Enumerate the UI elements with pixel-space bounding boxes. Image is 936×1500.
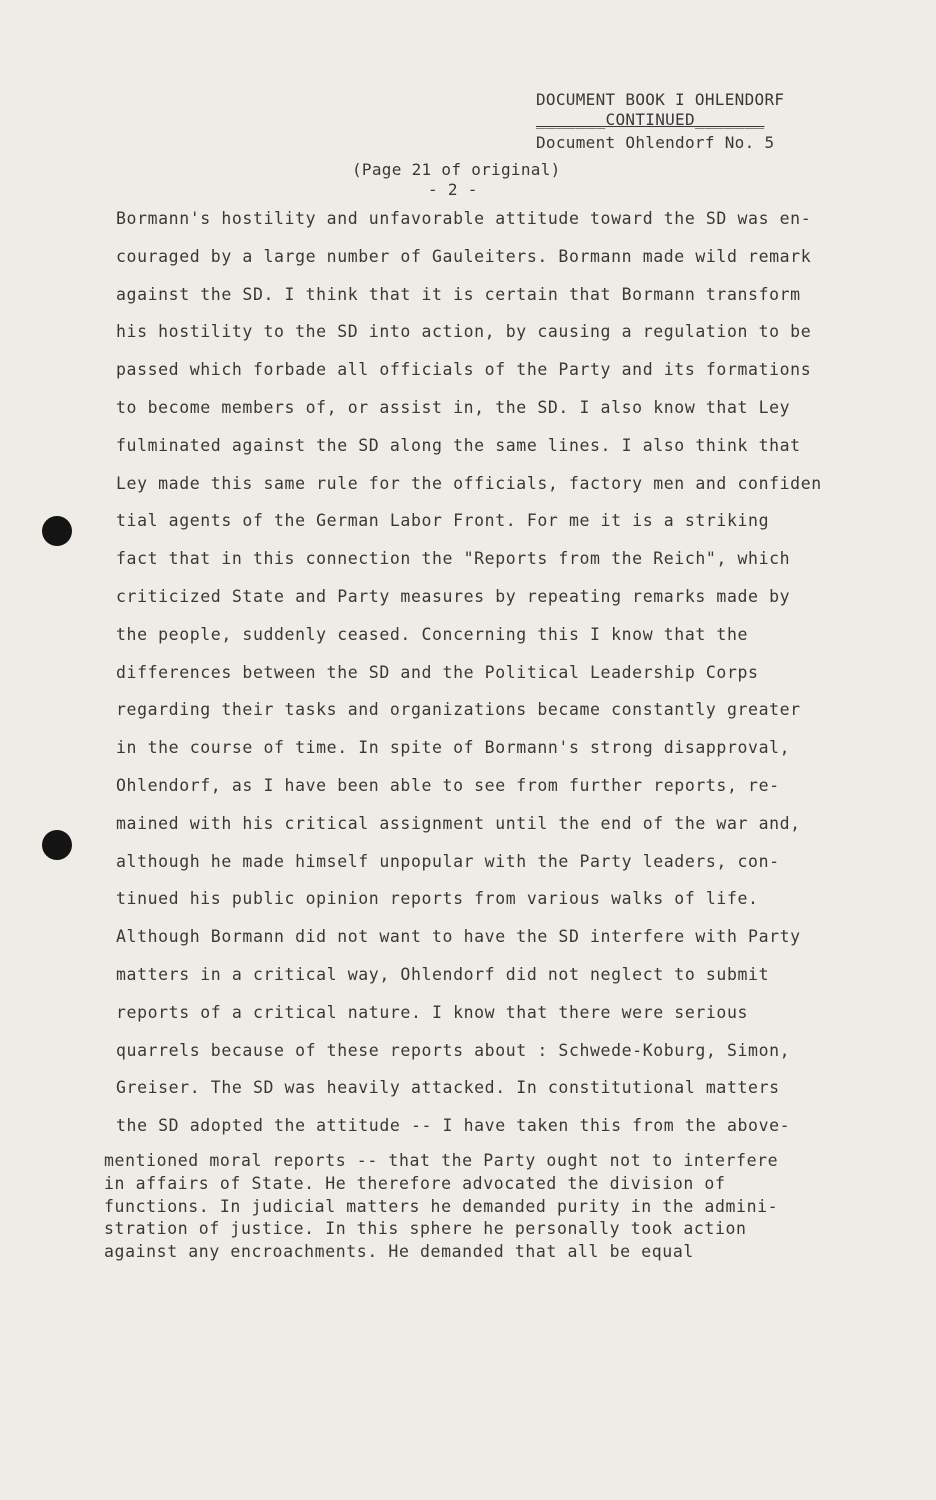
continued-suffix: _______	[694, 110, 765, 129]
text-line: the SD adopted the attitude -- I have taken this from the above-	[116, 1116, 791, 1136]
text-line: in the course of time. In spite of Bormann's strong disapproval,	[116, 738, 791, 758]
text-line: in affairs of State. He therefore advocated the division of	[104, 1173, 726, 1193]
text-line: tial agents of the German Labor Front. For me it is a striking	[116, 511, 770, 531]
text-line: his hostility to the SD into action, by causing a regulation to be	[116, 322, 812, 342]
text-line: against any encroachments. He demanded that all be equal	[104, 1242, 694, 1262]
single-spaced-text	[104, 1150, 894, 1264]
document-book-title: DOCUMENT BOOK I OHLENDORF	[536, 90, 785, 109]
text-line: to become members of, or assist in, the SD. I also know that Ley	[116, 397, 791, 417]
text-line: Ley made this same rule for the officials, factory men and confiden	[116, 473, 822, 493]
text-line: mentioned moral reports -- that the Party ought not to interfere	[104, 1151, 779, 1170]
text-line: although he made himself unpopular with the Party leaders, con-	[116, 851, 780, 871]
document-number: Document Ohlendorf No. 5	[536, 133, 775, 152]
continued-text: CONTINUED	[605, 110, 695, 129]
text-line: tinued his public opinion reports from various walks of life.	[116, 889, 759, 909]
text-line: fact that in this connection the "Reports from the Reich", which	[116, 549, 791, 569]
body-text	[116, 200, 892, 1145]
text-line: couraged by a large number of Gauleiters. Bormann made wild remark	[116, 246, 812, 266]
continued-prefix: _______	[536, 110, 606, 129]
text-line: Ohlendorf, as I have been able to see from further reports, re-	[116, 775, 780, 795]
text-line: Although Bormann did not want to have the SD interfere with Party	[116, 927, 801, 947]
continued-label	[536, 110, 764, 129]
text-line: functions. In judicial matters he demanded purity in the admini-	[104, 1196, 779, 1216]
punch-hole	[42, 516, 72, 546]
page-of-original: (Page 21 of original)	[352, 160, 561, 179]
text-line: regarding their tasks and organizations became constantly greater	[116, 700, 801, 720]
text-line: Bormann's hostility and unfavorable attitude toward the SD was en-	[116, 209, 812, 228]
text-line: reports of a critical nature. I know that there were serious	[116, 1002, 749, 1022]
text-line: matters in a critical way, Ohlendorf did not neglect to submit	[116, 964, 770, 984]
text-line: stration of justice. In this sphere he personally took action	[104, 1219, 747, 1239]
text-line: quarrels because of these reports about : Schwede-Koburg, Simon,	[116, 1040, 791, 1060]
text-line: mained with his critical assignment until the end of the war and,	[116, 813, 801, 833]
text-line: passed which forbade all officials of the Party and its formations	[116, 360, 812, 380]
text-line: the people, suddenly ceased. Concerning this I know that the	[116, 624, 749, 644]
punch-hole	[42, 830, 72, 860]
text-line: Greiser. The SD was heavily attacked. In constitutional matters	[116, 1078, 780, 1098]
text-line: fulminated against the SD along the same lines. I also think that	[116, 435, 801, 455]
text-line: against the SD. I think that it is certain that Bormann transform	[116, 284, 801, 304]
text-line: differences between the SD and the Political Leadership Corps	[116, 662, 759, 682]
text-line: criticized State and Party measures by repeating remarks made by	[116, 586, 791, 606]
page-number: - 2 -	[428, 180, 478, 199]
